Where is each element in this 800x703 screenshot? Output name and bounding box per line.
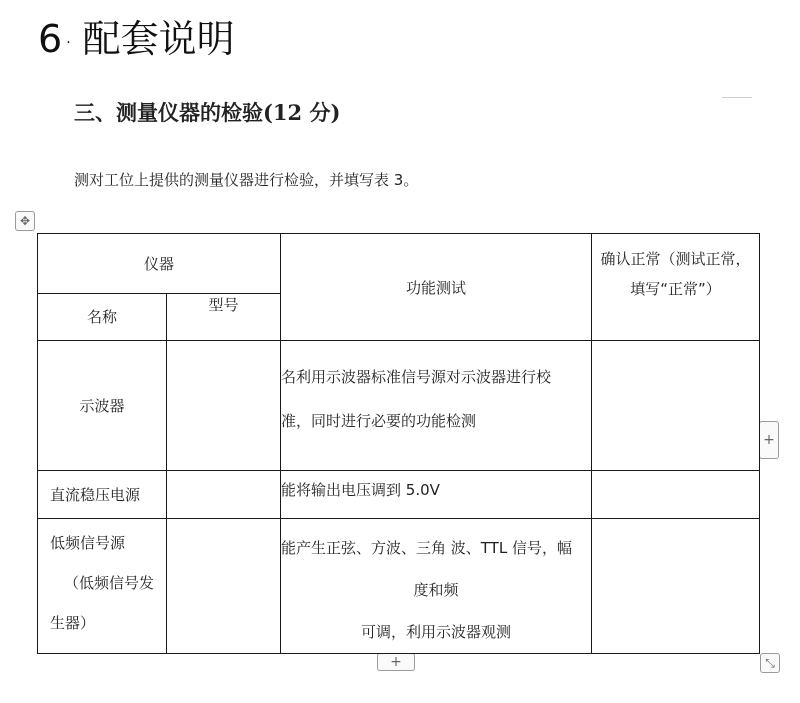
row1-name-cell[interactable]: 示波器	[38, 341, 167, 471]
header-instrument[interactable]: 仪器	[38, 234, 281, 294]
table-row	[38, 519, 760, 654]
table-row	[38, 471, 760, 519]
table-resize-handle-icon[interactable]: ⤡	[760, 653, 780, 673]
table-move-handle-icon[interactable]: ✥	[15, 211, 35, 231]
row2-name-cell[interactable]: 直流稳压电源	[38, 471, 167, 519]
page-title	[38, 14, 235, 64]
row3-model-cell[interactable]	[167, 519, 281, 654]
header-name[interactable]: 名称	[38, 294, 167, 341]
row2-function-line: 能将输出电压调到 5.0V	[281, 481, 440, 499]
row1-confirm-cell[interactable]	[592, 341, 760, 471]
row3-function-line: 能产生正弦、方波、三角 波、TTL 信号，幅	[281, 539, 572, 557]
header-function-test[interactable]: 功能测试	[281, 234, 592, 341]
header-model[interactable]: 型号	[167, 294, 281, 341]
row3-name-line: 生器）	[50, 614, 96, 632]
row3-name-line: （低频信号发	[64, 574, 155, 592]
row1-function-line: 准，同时进行必要的功能检测	[281, 412, 477, 430]
section-heading: 三、测量仪器的检验(12 分)	[74, 100, 341, 125]
page-title-text: 配套说明	[82, 17, 235, 61]
row3-confirm-cell[interactable]	[592, 519, 760, 654]
row2-confirm-cell[interactable]	[592, 471, 760, 519]
header-confirm[interactable]: 确认正常（测试正常，填写“正常”）	[592, 234, 760, 341]
add-column-button[interactable]: +	[759, 421, 779, 459]
add-row-button[interactable]: +	[377, 653, 415, 671]
row3-name-line: 低频信号源	[50, 534, 126, 552]
row3-name-cell[interactable]	[38, 519, 167, 654]
page-title-dot: .	[66, 31, 71, 47]
instrument-check-table	[37, 233, 760, 654]
page-title-number: 6	[38, 17, 63, 61]
row1-model-cell[interactable]	[167, 341, 281, 471]
margin-corner-mark	[722, 97, 752, 98]
table-header-row	[38, 234, 760, 294]
row3-function-line: 度和频	[413, 581, 459, 599]
row3-function-line: 可调，利用示波器观测	[361, 623, 512, 641]
row2-function-cell[interactable]	[281, 471, 592, 519]
row1-function-cell[interactable]	[281, 341, 592, 471]
row3-function-cell[interactable]	[281, 519, 592, 654]
row1-function-line: 名利用示波器标准信号源对示波器进行校	[281, 368, 552, 386]
table-row	[38, 341, 760, 471]
row2-model-cell[interactable]	[167, 471, 281, 519]
instruction-text: 测对工位上提供的测量仪器进行检验，并填写表 3。	[74, 171, 419, 189]
